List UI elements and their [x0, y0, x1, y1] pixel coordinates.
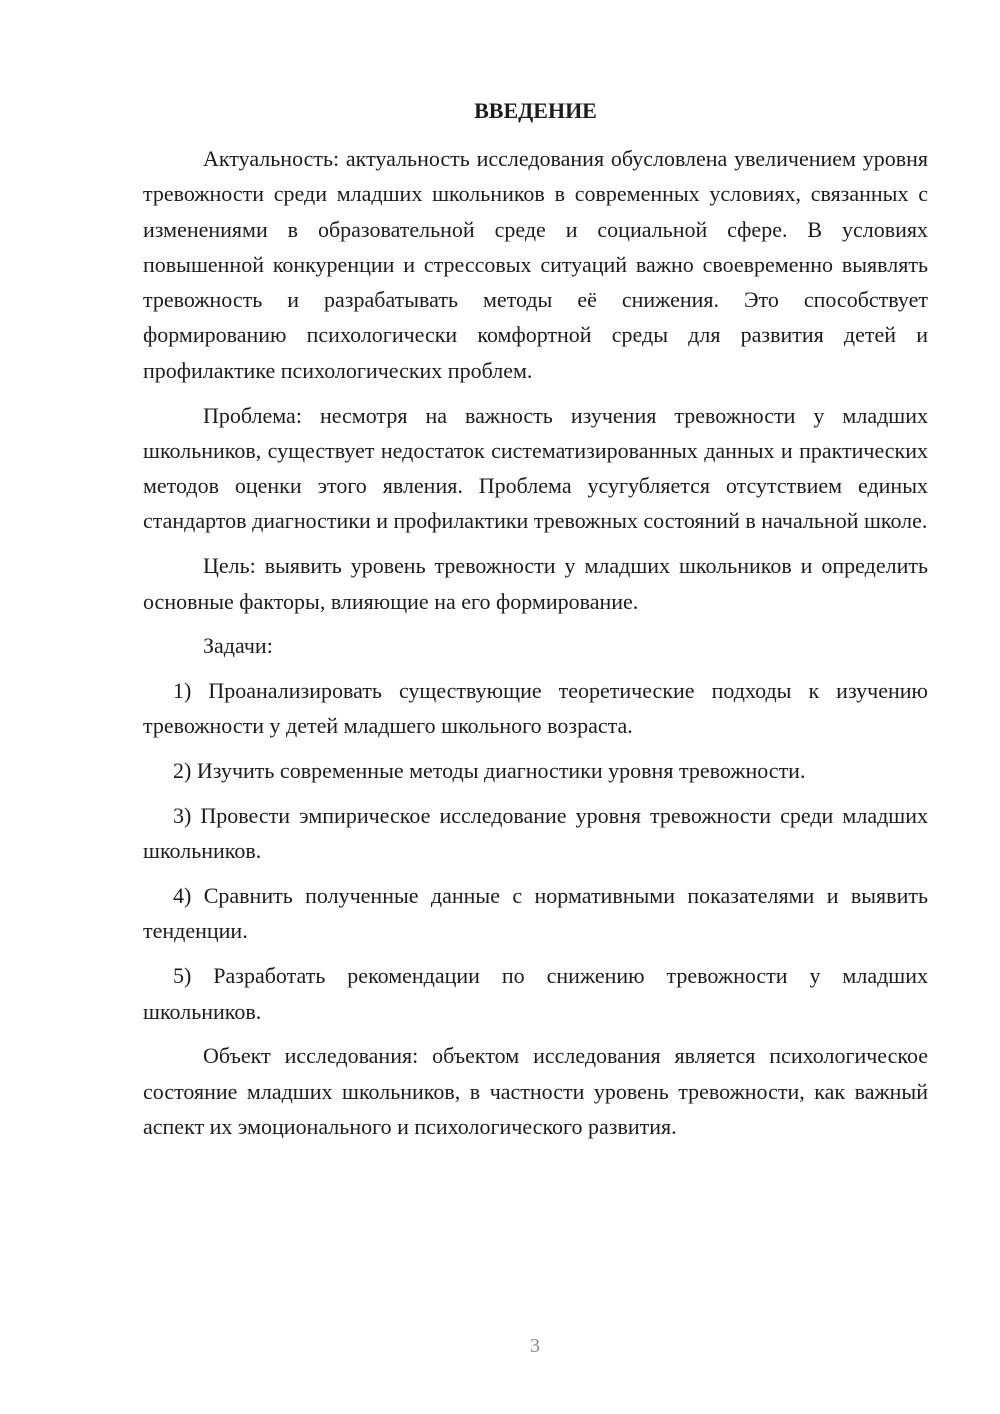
- relevance-paragraph: Актуальность: актуальность исследования обусловлена увеличением уровня тревожности среди младших школьников в современных условиях, связанных с изменениями в образовательной среде и социальной сфере. В условиях повышенной конкуренции и стрессовых ситуаций важно своевременно выявлять тревожность и разрабатывать методы её снижения. Это способствует формированию психологически комфортной среды для развития детей и профилактике психологических проблем.: [143, 146, 928, 383]
- page-number: 3: [530, 1335, 540, 1357]
- problem-paragraph: Проблема: несмотря на важность изучения тревожности у младших школьников, существует недостаток систематизированных данных и практических методов оценки этого явления. Проблема усугубляется отсутствием единых стандартов диагностики и профилактики тревожных состояний в начальной школе.: [143, 402, 928, 534]
- page-heading: ВВЕДЕНИЕ: [474, 98, 597, 123]
- document-body: [143, 141, 928, 1144]
- object-paragraph: Объект исследования: объектом исследования является психологическое состояние младших школьников, в частности уровень тревожности, как важный аспект их эмоционального и психологического развития.: [143, 1043, 928, 1139]
- task-item-4: 4) Сравнить полученные данные с нормативными показателями и выявить тенденции.: [143, 883, 928, 944]
- task-item-5: 5) Разработать рекомендации по снижению тревожности у младших школьников.: [143, 963, 928, 1024]
- task-item-2: 2) Изучить современные методы диагностики уровня тревожности.: [173, 758, 806, 784]
- tasks-heading: Задачи:: [203, 633, 273, 659]
- goal-paragraph: Цель: выявить уровень тревожности у младших школьников и определить основные факторы, влияющие на его формирование.: [143, 553, 928, 614]
- task-item-1: 1) Проанализировать существующие теоретические подходы к изучению тревожности у детей младшего школьного возраста.: [143, 678, 928, 739]
- task-item-3: 3) Провести эмпирическое исследование уровня тревожности среди младших школьников.: [143, 803, 928, 864]
